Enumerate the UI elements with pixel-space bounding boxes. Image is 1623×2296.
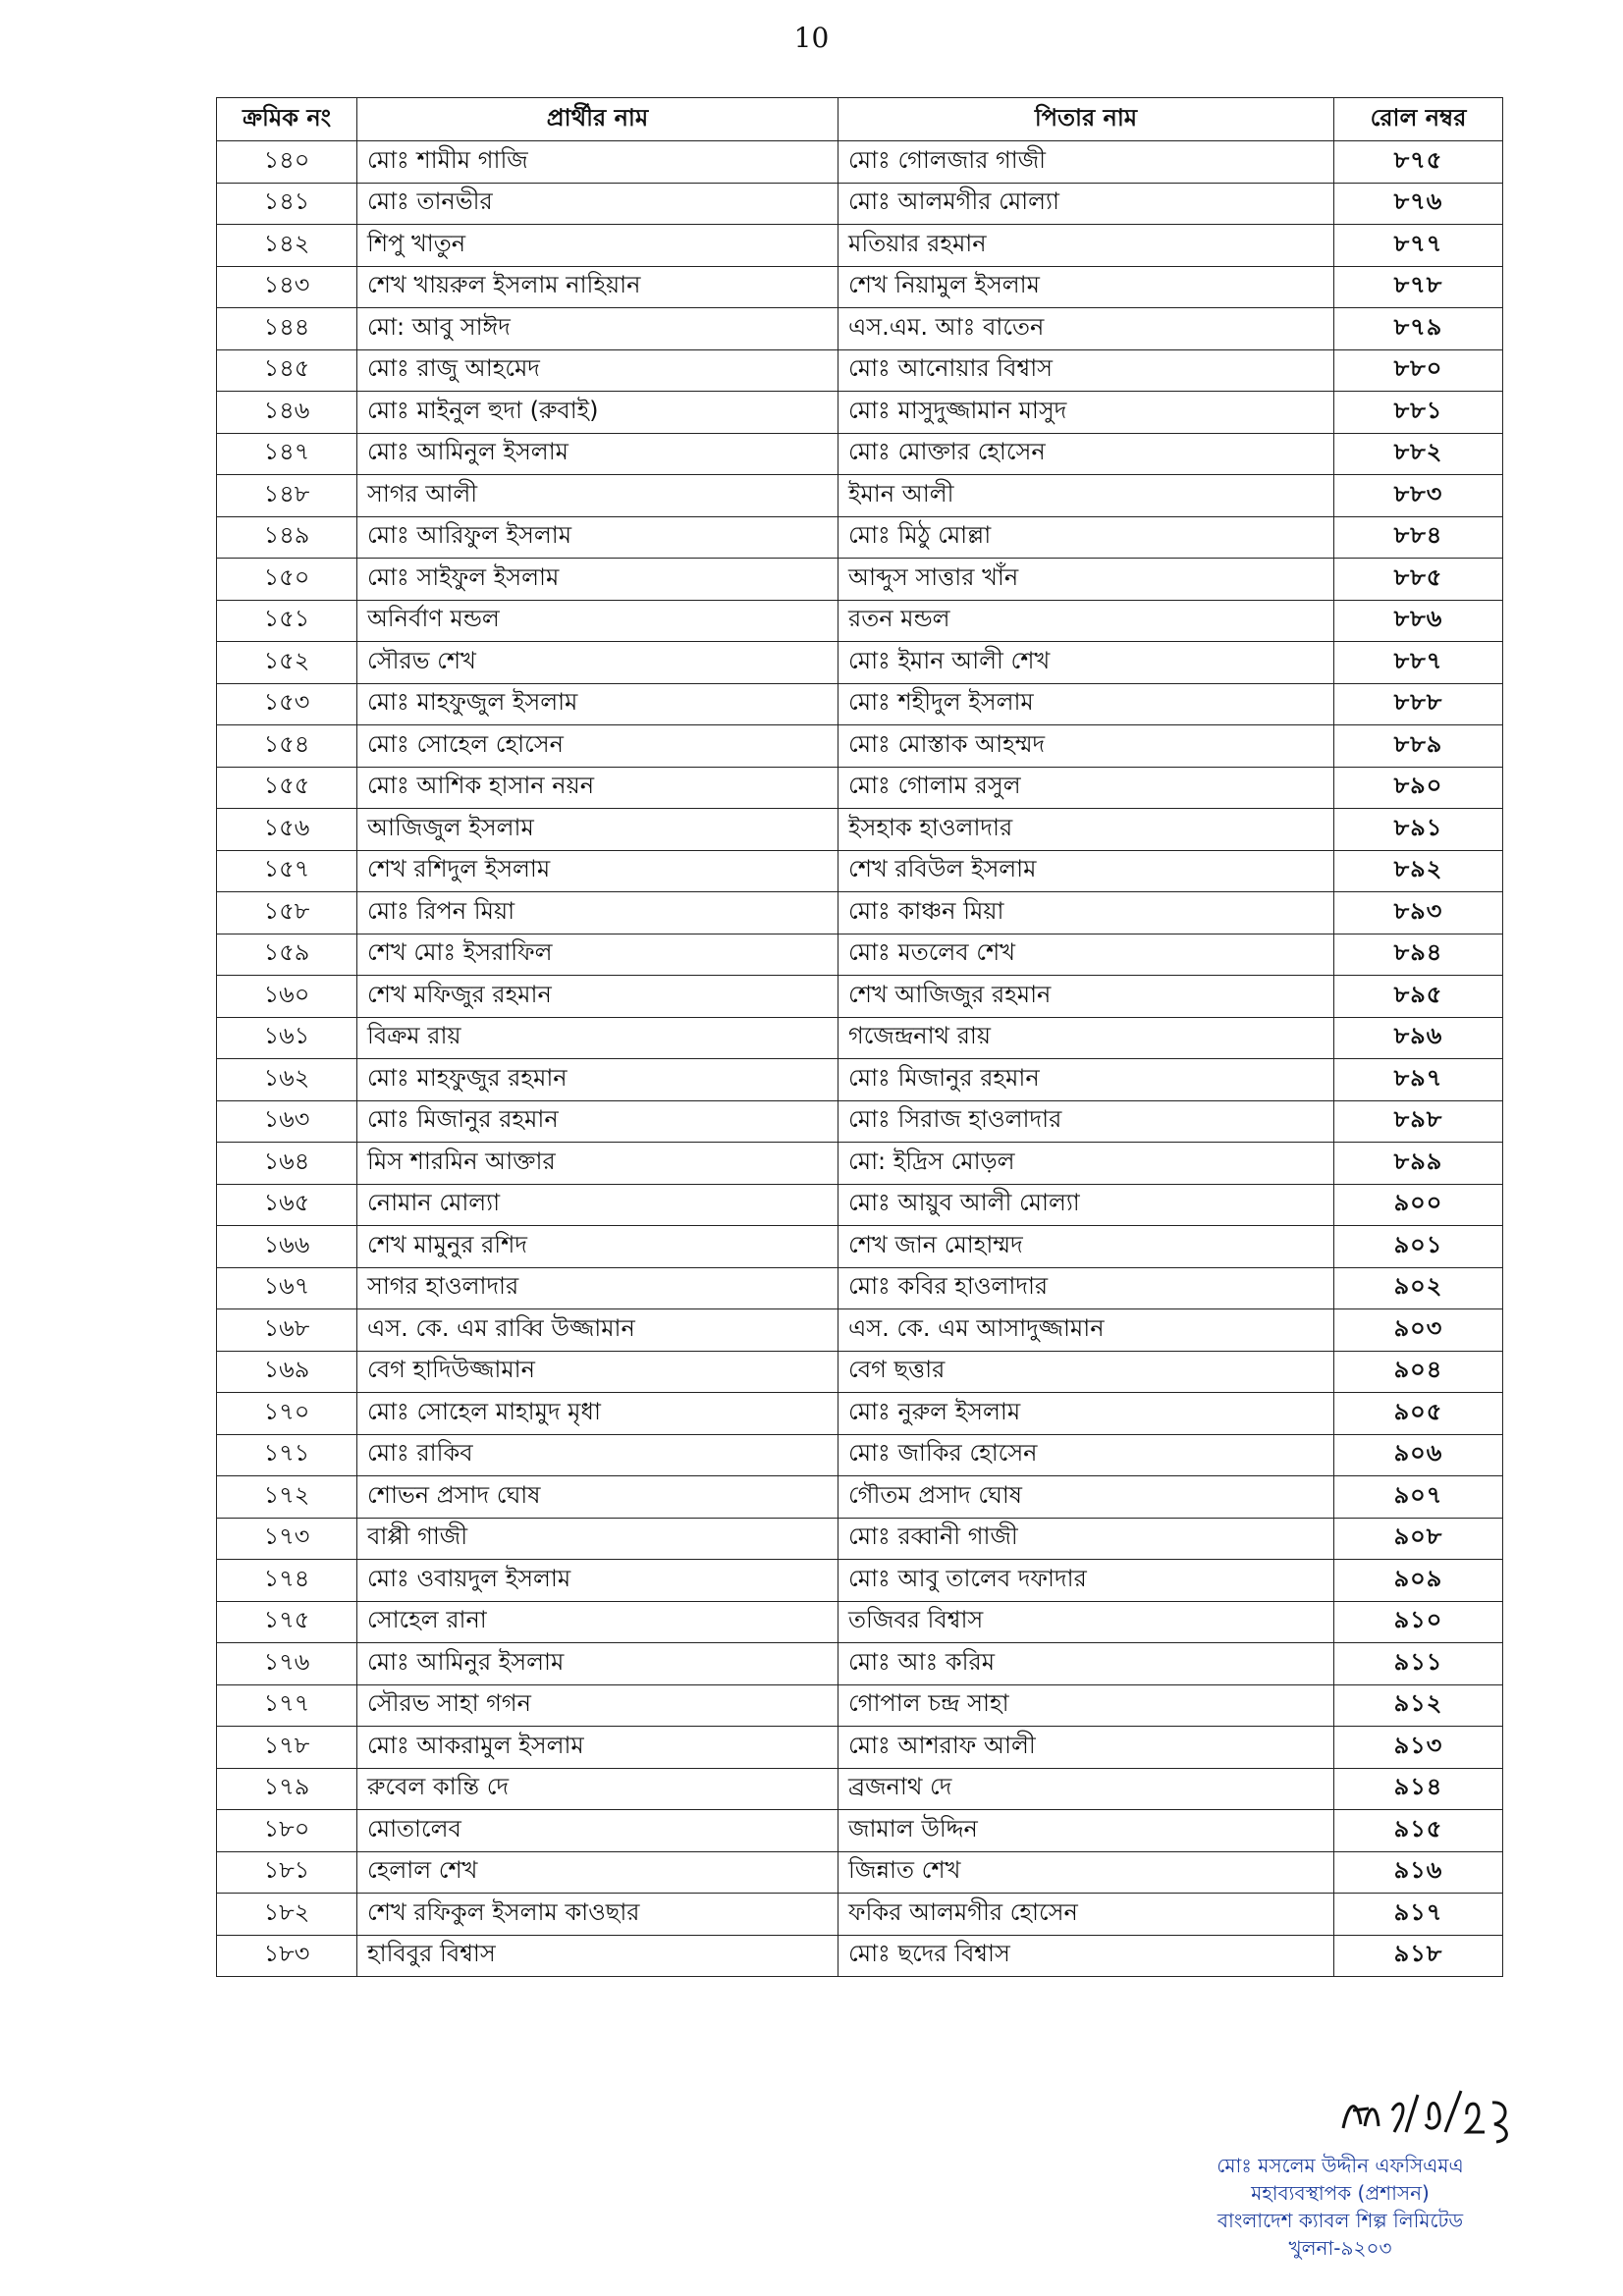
serial-cell: ১৪২	[217, 225, 357, 267]
roll-number-cell: ৮৯৩	[1334, 892, 1503, 934]
serial-cell: ১৫২	[217, 642, 357, 684]
father-name-cell: জামাল উদ্দিন	[839, 1810, 1334, 1852]
roll-number-cell: ৯১০	[1334, 1601, 1503, 1643]
candidate-name-cell: মোঃ রিপন মিয়া	[357, 892, 839, 934]
father-name-cell: জিন্নাত শেখ	[839, 1851, 1334, 1894]
table-row	[217, 600, 1503, 642]
header-candidate-name: প্রার্থীর নাম	[357, 98, 839, 141]
roll-number-cell: ৮৮০	[1334, 349, 1503, 392]
candidate-name-cell: শেখ মোঃ ইসরাফিল	[357, 934, 839, 976]
serial-cell: ১৭০	[217, 1393, 357, 1435]
serial-cell: ১৬৬	[217, 1226, 357, 1268]
candidate-name-cell: সাগর হাওলাদার	[357, 1267, 839, 1309]
candidate-name-cell: শোভন প্রসাদ ঘোষ	[357, 1476, 839, 1519]
table-body	[217, 141, 1503, 1977]
serial-cell: ১৪৩	[217, 266, 357, 308]
father-name-cell: মোঃ আয়ুব আলী মোল্যা	[839, 1184, 1334, 1226]
candidate-name-cell: হেলাল শেখ	[357, 1851, 839, 1894]
roll-number-cell: ৯০২	[1334, 1267, 1503, 1309]
table-row	[217, 1476, 1503, 1519]
table-row	[217, 1560, 1503, 1602]
roll-number-cell: ৮৮২	[1334, 433, 1503, 475]
table-row	[217, 349, 1503, 392]
candidate-name-cell: শেখ খায়রুল ইসলাম নাহিয়ান	[357, 266, 839, 308]
father-name-cell: মোঃ আশরাফ আলী	[839, 1727, 1334, 1769]
candidate-name-cell: মোতালেব	[357, 1810, 839, 1852]
serial-cell: ১৭৯	[217, 1768, 357, 1810]
table-row	[217, 1309, 1503, 1352]
candidate-name-cell: এস. কে. এম রাব্বি উজ্জামান	[357, 1309, 839, 1352]
signature-block	[1129, 2081, 1551, 2277]
roll-number-cell: ৮৮৫	[1334, 559, 1503, 601]
table-row	[217, 475, 1503, 517]
table-row	[217, 850, 1503, 892]
table-row	[217, 642, 1503, 684]
candidate-name-cell: মোঃ সোহেল মাহামুদ মৃধা	[357, 1393, 839, 1435]
table-row	[217, 266, 1503, 308]
table-row	[217, 976, 1503, 1018]
table-row	[217, 183, 1503, 225]
father-name-cell: মোঃ ইমান আলী শেখ	[839, 642, 1334, 684]
table-row	[217, 516, 1503, 559]
table-row	[217, 1768, 1503, 1810]
candidate-name-cell: মোঃ মিজানুর রহমান	[357, 1100, 839, 1143]
candidate-name-cell: মোঃ রাকিব	[357, 1434, 839, 1476]
serial-cell: ১৭৫	[217, 1601, 357, 1643]
candidate-name-cell: মোঃ ওবায়দুল ইসলাম	[357, 1560, 839, 1602]
table-row	[217, 1727, 1503, 1769]
father-name-cell: মোঃ জাকির হোসেন	[839, 1434, 1334, 1476]
table-row	[217, 892, 1503, 934]
serial-cell: ১৮২	[217, 1894, 357, 1936]
candidate-table	[216, 97, 1503, 1977]
serial-cell: ১৬৩	[217, 1100, 357, 1143]
table-row	[217, 225, 1503, 267]
table-row	[217, 934, 1503, 976]
serial-cell: ১৫৬	[217, 809, 357, 851]
serial-cell: ১৬৭	[217, 1267, 357, 1309]
official-stamp	[1129, 2152, 1551, 2262]
serial-cell: ১৪৫	[217, 349, 357, 392]
father-name-cell: শেখ আজিজুর রহমান	[839, 976, 1334, 1018]
father-name-cell: গোপাল চন্দ্র সাহা	[839, 1684, 1334, 1727]
roll-number-cell: ৮৯০	[1334, 767, 1503, 809]
roll-number-cell: ৯০৭	[1334, 1476, 1503, 1519]
serial-cell: ১৫৩	[217, 683, 357, 725]
serial-cell: ১৬৫	[217, 1184, 357, 1226]
roll-number-cell: ৮৯১	[1334, 809, 1503, 851]
roll-number-cell: ৮৯২	[1334, 850, 1503, 892]
header-father-name: পিতার নাম	[839, 98, 1334, 141]
father-name-cell: মোঃ শহীদুল ইসলাম	[839, 683, 1334, 725]
father-name-cell: মোঃ মিজানুর রহমান	[839, 1059, 1334, 1101]
father-name-cell: মোঃ আনোয়ার বিশ্বাস	[839, 349, 1334, 392]
roll-number-cell: ৮৯৬	[1334, 1017, 1503, 1059]
serial-cell: ১৬৮	[217, 1309, 357, 1352]
stamp-location: খুলনা-৯২০৩	[1288, 2236, 1392, 2260]
roll-number-cell: ৮৭৯	[1334, 308, 1503, 350]
serial-cell: ১৬১	[217, 1017, 357, 1059]
table-row	[217, 1143, 1503, 1185]
table-row	[217, 1684, 1503, 1727]
roll-number-cell: ৮৯৮	[1334, 1100, 1503, 1143]
roll-number-cell: ৯১৮	[1334, 1935, 1503, 1977]
father-name-cell: শেখ রবিউল ইসলাম	[839, 850, 1334, 892]
candidate-name-cell: শেখ রশিদুল ইসলাম	[357, 850, 839, 892]
candidate-name-cell: আজিজুল ইসলাম	[357, 809, 839, 851]
stamp-officer-name: মোঃ মসলেম উদ্দীন এফসিএমএ	[1217, 2154, 1464, 2177]
candidate-name-cell: মোঃ আকরামুল ইসলাম	[357, 1727, 839, 1769]
header-roll-number: রোল নম্বর	[1334, 98, 1503, 141]
roll-number-cell: ৮৮১	[1334, 392, 1503, 434]
father-name-cell: মোঃ সিরাজ হাওলাদার	[839, 1100, 1334, 1143]
candidate-name-cell: রুবেল কান্তি দে	[357, 1768, 839, 1810]
table-row	[217, 1935, 1503, 1977]
serial-cell: ১৫৭	[217, 850, 357, 892]
roll-number-cell: ৮৮৬	[1334, 600, 1503, 642]
serial-cell: ১৮৩	[217, 1935, 357, 1977]
serial-cell: ১৭২	[217, 1476, 357, 1519]
father-name-cell: ব্রজনাথ দে	[839, 1768, 1334, 1810]
serial-cell: ১৭৬	[217, 1643, 357, 1685]
roll-number-cell: ৮৮৮	[1334, 683, 1503, 725]
candidate-name-cell: মোঃ আমিনুর ইসলাম	[357, 1643, 839, 1685]
father-name-cell: গজেন্দ্রনাথ রায়	[839, 1017, 1334, 1059]
roll-number-cell: ৯১১	[1334, 1643, 1503, 1685]
candidate-name-cell: মোঃ মাহফুজুল ইসলাম	[357, 683, 839, 725]
stamp-designation: মহাব্যবস্থাপক (প্রশাসন)	[1251, 2181, 1430, 2205]
father-name-cell: মোঃ ছদের বিশ্বাস	[839, 1935, 1334, 1977]
roll-number-cell: ৯১৪	[1334, 1768, 1503, 1810]
roll-number-cell: ৯০৩	[1334, 1309, 1503, 1352]
roll-number-cell: ৮৮৯	[1334, 725, 1503, 768]
serial-cell: ১৪৪	[217, 308, 357, 350]
table-row	[217, 559, 1503, 601]
table-row	[217, 1393, 1503, 1435]
roll-number-cell: ৮৯৯	[1334, 1143, 1503, 1185]
serial-cell: ১৫১	[217, 600, 357, 642]
roll-number-cell: ৮৮৪	[1334, 516, 1503, 559]
candidate-name-cell: মোঃ আরিফুল ইসলাম	[357, 516, 839, 559]
father-name-cell: গৌতম প্রসাদ ঘোষ	[839, 1476, 1334, 1519]
father-name-cell: মোঃ আলমগীর মোল্যা	[839, 183, 1334, 225]
father-name-cell: মোঃ মতলেব শেখ	[839, 934, 1334, 976]
father-name-cell: শেখ নিয়ামুল ইসলাম	[839, 266, 1334, 308]
candidate-name-cell: মোঃ মাইনুল হুদা (রুবাই)	[357, 392, 839, 434]
father-name-cell: মোঃ কবির হাওলাদার	[839, 1267, 1334, 1309]
father-name-cell: আব্দুস সাত্তার খাঁন	[839, 559, 1334, 601]
serial-cell: ১৪৭	[217, 433, 357, 475]
table-row	[217, 1601, 1503, 1643]
serial-cell: ১৭৮	[217, 1727, 357, 1769]
table-row	[217, 683, 1503, 725]
candidate-name-cell: মোঃ শামীম গাজি	[357, 141, 839, 184]
serial-cell: ১৬২	[217, 1059, 357, 1101]
candidate-name-cell: মোঃ সাইফুল ইসলাম	[357, 559, 839, 601]
serial-cell: ১৪১	[217, 183, 357, 225]
candidate-name-cell: মোঃ আমিনুল ইসলাম	[357, 433, 839, 475]
table-row	[217, 1017, 1503, 1059]
serial-cell: ১৫৮	[217, 892, 357, 934]
roll-number-cell: ৮৮৩	[1334, 475, 1503, 517]
candidate-name-cell: শেখ রফিকুল ইসলাম কাওছার	[357, 1894, 839, 1936]
roll-number-cell: ৮৯৪	[1334, 934, 1503, 976]
roll-number-cell: ৮৭৫	[1334, 141, 1503, 184]
father-name-cell: মোঃ নুরুল ইসলাম	[839, 1393, 1334, 1435]
candidate-name-cell: সৌরভ শেখ	[357, 642, 839, 684]
table-row	[217, 767, 1503, 809]
table-row	[217, 1226, 1503, 1268]
candidate-name-cell: মো: আবু সাঈদ	[357, 308, 839, 350]
table-row	[217, 1810, 1503, 1852]
father-name-cell: মোঃ কাঞ্চন মিয়া	[839, 892, 1334, 934]
roll-number-cell: ৯১৩	[1334, 1727, 1503, 1769]
roll-number-cell: ৮৮৭	[1334, 642, 1503, 684]
roll-number-cell: ৯০৮	[1334, 1518, 1503, 1560]
roll-number-cell: ৮৯৭	[1334, 1059, 1503, 1101]
table-row	[217, 1267, 1503, 1309]
serial-cell: ১৭৪	[217, 1560, 357, 1602]
candidate-name-cell: নোমান মোল্যা	[357, 1184, 839, 1226]
candidate-name-cell: মোঃ রাজু আহমেদ	[357, 349, 839, 392]
table-row	[217, 1100, 1503, 1143]
father-name-cell: ইমান আলী	[839, 475, 1334, 517]
father-name-cell: রতন মন্ডল	[839, 600, 1334, 642]
roll-number-cell: ৮৭৭	[1334, 225, 1503, 267]
candidate-name-cell: হাবিবুর বিশ্বাস	[357, 1935, 839, 1977]
candidate-name-cell: মোঃ সোহেল হোসেন	[357, 725, 839, 768]
serial-cell: ১৪০	[217, 141, 357, 184]
table-row	[217, 1351, 1503, 1393]
roll-number-cell: ৯১৬	[1334, 1851, 1503, 1894]
father-name-cell: মোঃ আঃ করিম	[839, 1643, 1334, 1685]
father-name-cell: মো: ইদ্রিস মোড়ল	[839, 1143, 1334, 1185]
roll-number-cell: ৯১৫	[1334, 1810, 1503, 1852]
table-row	[217, 141, 1503, 184]
father-name-cell: মোঃ মোস্তাক আহম্মদ	[839, 725, 1334, 768]
father-name-cell: মোঃ মাসুদুজ্জামান মাসুদ	[839, 392, 1334, 434]
roll-number-cell: ৯১২	[1334, 1684, 1503, 1727]
serial-cell: ১৫০	[217, 559, 357, 601]
candidate-name-cell: শেখ মফিজুর রহমান	[357, 976, 839, 1018]
candidate-name-cell: সোহেল রানা	[357, 1601, 839, 1643]
table-row	[217, 1643, 1503, 1685]
father-name-cell: শেখ জান মোহাম্মদ	[839, 1226, 1334, 1268]
candidate-name-cell: সাগর আলী	[357, 475, 839, 517]
roll-number-cell: ৯০৫	[1334, 1393, 1503, 1435]
table-row	[217, 1059, 1503, 1101]
candidate-name-cell: মোঃ তানভীর	[357, 183, 839, 225]
father-name-cell: মোঃ গোলাম রসুল	[839, 767, 1334, 809]
roll-number-cell: ৮৭৬	[1334, 183, 1503, 225]
serial-cell: ১৬০	[217, 976, 357, 1018]
table-row	[217, 433, 1503, 475]
serial-cell: ১৫৯	[217, 934, 357, 976]
candidate-name-cell: বিক্রম রায়	[357, 1017, 839, 1059]
father-name-cell: মোঃ মোক্তার হোসেন	[839, 433, 1334, 475]
roll-number-cell: ৯০০	[1334, 1184, 1503, 1226]
table-row	[217, 1518, 1503, 1560]
serial-cell: ১৫৫	[217, 767, 357, 809]
table-row	[217, 1851, 1503, 1894]
table-row	[217, 392, 1503, 434]
candidate-name-cell: মিস শারমিন আক্তার	[357, 1143, 839, 1185]
roll-number-cell: ৯০৯	[1334, 1560, 1503, 1602]
serial-cell: ১৪৮	[217, 475, 357, 517]
table-row	[217, 308, 1503, 350]
serial-cell: ১৫৪	[217, 725, 357, 768]
table-row	[217, 1894, 1503, 1936]
candidate-name-cell: সৌরভ সাহা গগন	[357, 1684, 839, 1727]
roll-number-cell: ৯০৪	[1334, 1351, 1503, 1393]
father-name-cell: মোঃ রব্বানী গাজী	[839, 1518, 1334, 1560]
table-row	[217, 1434, 1503, 1476]
header-serial: ক্রমিক নং	[217, 98, 357, 141]
father-name-cell: বেগ ছত্তার	[839, 1351, 1334, 1393]
father-name-cell: মোঃ আবু তালেব দফাদার	[839, 1560, 1334, 1602]
serial-cell: ১৭১	[217, 1434, 357, 1476]
father-name-cell: মোঃ মিঠু মোল্লা	[839, 516, 1334, 559]
serial-cell: ১৪৬	[217, 392, 357, 434]
serial-cell: ১৬৪	[217, 1143, 357, 1185]
page-number: 10	[793, 22, 830, 54]
candidate-name-cell: বাপ্পী গাজী	[357, 1518, 839, 1560]
candidate-name-cell: মোঃ মাহফুজুর রহমান	[357, 1059, 839, 1101]
candidate-name-cell: শিপু খাতুন	[357, 225, 839, 267]
father-name-cell: মোঃ গোলজার গাজী	[839, 141, 1334, 184]
table-row	[217, 725, 1503, 768]
roll-number-cell: ৮৯৫	[1334, 976, 1503, 1018]
candidate-name-cell: শেখ মামুনুর রশিদ	[357, 1226, 839, 1268]
candidate-name-cell: মোঃ আশিক হাসান নয়ন	[357, 767, 839, 809]
roll-number-cell: ৯০১	[1334, 1226, 1503, 1268]
father-name-cell: তজিবর বিশ্বাস	[839, 1601, 1334, 1643]
serial-cell: ১৬৯	[217, 1351, 357, 1393]
serial-cell: ১৭৩	[217, 1518, 357, 1560]
serial-cell: ১৪৯	[217, 516, 357, 559]
candidate-name-cell: বেগ হাদিউজ্জামান	[357, 1351, 839, 1393]
stamp-organization: বাংলাদেশ ক্যাবল শিল্প লিমিটেড	[1217, 2209, 1464, 2232]
serial-cell: ১৮০	[217, 1810, 357, 1852]
table-row	[217, 1184, 1503, 1226]
father-name-cell: ইসহাক হাওলাদার	[839, 809, 1334, 851]
candidate-name-cell: অনির্বাণ মন্ডল	[357, 600, 839, 642]
roll-number-cell: ৯০৬	[1334, 1434, 1503, 1476]
serial-cell: ১৭৭	[217, 1684, 357, 1727]
father-name-cell: এস.এম. আঃ বাতেন	[839, 308, 1334, 350]
father-name-cell: মতিয়ার রহমান	[839, 225, 1334, 267]
table-header-row	[217, 98, 1503, 141]
father-name-cell: ফকির আলমগীর হোসেন	[839, 1894, 1334, 1936]
father-name-cell: এস. কে. এম আসাদুজ্জামান	[839, 1309, 1334, 1352]
serial-cell: ১৮১	[217, 1851, 357, 1894]
handwritten-signature	[1335, 2081, 1532, 2150]
table-row	[217, 809, 1503, 851]
roll-number-cell: ৮৭৮	[1334, 266, 1503, 308]
roll-number-cell: ৯১৭	[1334, 1894, 1503, 1936]
